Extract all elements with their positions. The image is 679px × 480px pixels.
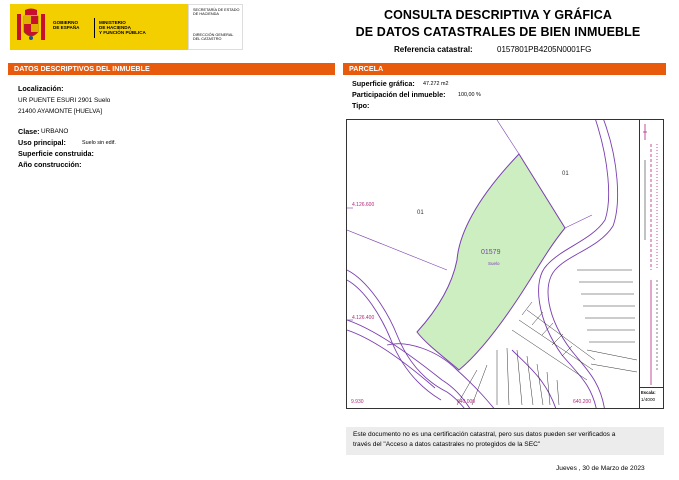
disclaimer-line1: Este documento no es una certificación catastral, pero sus datos pueden ser verificados a bbox=[353, 431, 616, 438]
coord-y2: 4.126.400 bbox=[352, 315, 375, 321]
ministerio-text: MINISTERIO DE HACIENDA Y FUNCIÓN PÚBLICA bbox=[99, 20, 146, 36]
localizacion-label: Localización: bbox=[18, 84, 64, 93]
section-underline-left bbox=[8, 74, 335, 75]
uso-label: Uso principal: bbox=[18, 138, 66, 147]
ref-catastral-label: Referencia catastral: bbox=[394, 45, 473, 54]
superficie-grafica-label: Superficie gráfica: bbox=[352, 79, 415, 88]
document-date: Jueves , 30 de Marzo de 2023 bbox=[556, 465, 645, 472]
section-underline-right bbox=[343, 74, 666, 75]
clase-label: Clase: bbox=[18, 127, 40, 136]
uso-value: Suelo sin edif. bbox=[82, 140, 116, 146]
coord-x2: 640.000 bbox=[457, 399, 476, 405]
participacion-label: Participación del inmueble: bbox=[352, 90, 446, 99]
localizacion-line2: 21400 AYAMONTE [HUELVA] bbox=[18, 108, 103, 115]
superficie-grafica-value: 47.272 m2 bbox=[423, 81, 449, 87]
direccion-text: DIRECCIÓN GENERAL DEL CATASTRO bbox=[193, 33, 234, 42]
parcel-sub-label: Suelo bbox=[488, 261, 500, 266]
scale-value: 1/4000 bbox=[641, 397, 656, 402]
document-title-line1: CONSULTA DESCRIPTIVA Y GRÁFICA bbox=[383, 8, 612, 22]
disclaimer-note bbox=[346, 427, 664, 455]
section-header-parcela: PARCELA bbox=[343, 63, 666, 74]
scale-label: Escala: bbox=[641, 390, 656, 395]
disclaimer-line2: través del "Acceso a datos catastrales no protegidos de la SEC" bbox=[353, 441, 541, 448]
legend-drawing bbox=[640, 120, 663, 390]
coord-x1: 9.930 bbox=[351, 399, 364, 405]
anio-construccion-label: Año construcción: bbox=[18, 160, 82, 169]
coord-x3: 640.200 bbox=[573, 399, 592, 405]
cadastral-map bbox=[346, 119, 664, 409]
coat-of-arms-icon bbox=[14, 8, 48, 46]
coord-y1: 4.126.600 bbox=[352, 202, 375, 208]
section-header-datos: DATOS DESCRIPTIVOS DEL INMUEBLE bbox=[8, 63, 335, 74]
participacion-value: 100,00 % bbox=[458, 92, 481, 98]
parcel-number-label: 01579 bbox=[481, 249, 501, 256]
gobierno-text: GOBIERNO DE ESPAÑA bbox=[53, 20, 80, 31]
secretaria-text: SECRETARÍA DE ESTADO DE HACIENDA bbox=[193, 8, 240, 17]
tipo-label: Tipo: bbox=[352, 101, 370, 110]
logo-divider bbox=[94, 18, 95, 38]
ref-catastral-value: 0157801PB4205N0001FG bbox=[497, 45, 592, 54]
block-label-a: 01 bbox=[562, 171, 569, 177]
map-legend bbox=[639, 120, 663, 408]
document-title-line2: DE DATOS CATASTRALES DE BIEN INMUEBLE bbox=[355, 25, 641, 39]
block-label-b: 01 bbox=[417, 210, 424, 216]
superficie-construida-label: Superficie construida: bbox=[18, 149, 94, 158]
localizacion-line1: UR PUENTE ESURI 2901 Suelo bbox=[18, 97, 111, 104]
clase-value: URBANO bbox=[41, 128, 69, 135]
